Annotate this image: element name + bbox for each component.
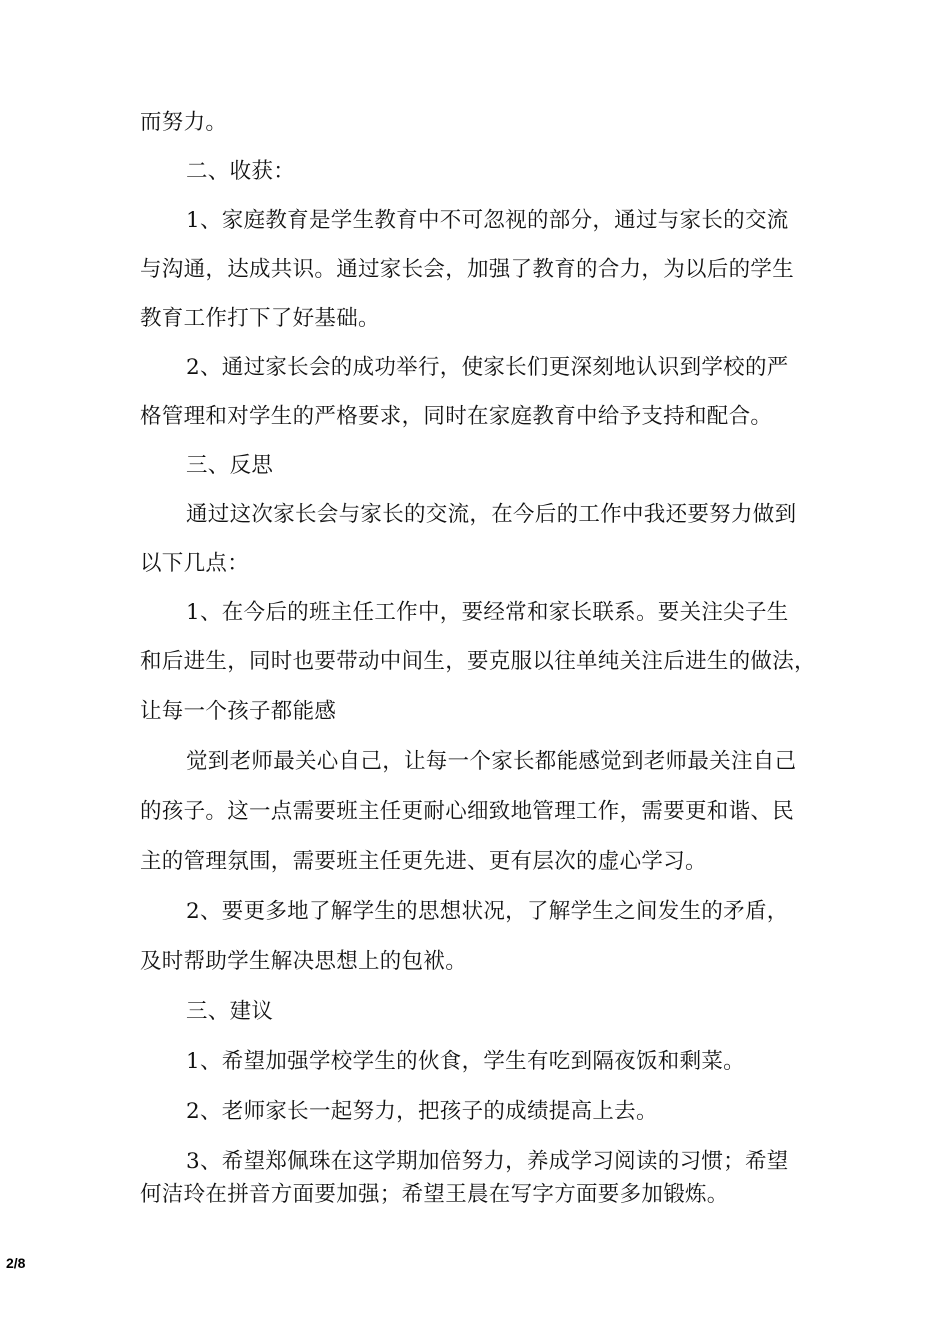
section-heading: 三、建议 — [186, 999, 274, 1024]
text-line: 何洁玲在拼音方面要加强；希望王晨在写字方面要多加锻炼。 — [140, 1182, 729, 1207]
text-line: 2、老师家长一起努力，把孩子的成绩提高上去。 — [186, 1099, 658, 1124]
text-line: 1、家庭教育是学生教育中不可忽视的部分，通过与家长的交流 — [186, 208, 789, 233]
text-line: 3、希望郑佩珠在这学期加倍努力，养成学习阅读的习惯；希望 — [186, 1149, 789, 1174]
text-line: 而努力。 — [140, 110, 228, 135]
section-heading: 三、反思 — [186, 453, 274, 478]
text-line: 的孩子。这一点需要班主任更耐心细致地管理工作，需要更和谐、民 — [140, 799, 795, 824]
text-line: 让每一个孩子都能感 — [140, 699, 337, 724]
text-line: 以下几点： — [140, 551, 250, 576]
text-line: 2、通过家长会的成功举行，使家长们更深刻地认识到学校的严 — [186, 355, 789, 380]
text-line: 1、在今后的班主任工作中，要经常和家长联系。要关注尖子生 — [186, 600, 789, 625]
section-heading: 二、收获： — [186, 159, 296, 184]
text-line: 及时帮助学生解决思想上的包袱。 — [140, 949, 468, 974]
text-line: 觉到老师最关心自己，让每一个家长都能感觉到老师最关注自己 — [186, 749, 797, 774]
text-line: 主的管理氛围，需要班主任更先进、更有层次的虚心学习。 — [140, 849, 707, 874]
page-number: 2/8 — [6, 1255, 26, 1271]
text-line: 教育工作打下了好基础。 — [140, 306, 380, 331]
text-line: 与沟通，达成共识。通过家长会，加强了教育的合力，为以后的学生 — [140, 257, 795, 282]
text-line: 1、希望加强学校学生的伙食，学生有吃到隔夜饭和剩菜。 — [186, 1049, 745, 1074]
text-line: 2、要更多地了解学生的思想状况，了解学生之间发生的矛盾， — [186, 899, 789, 924]
text-line: 格管理和对学生的严格要求，同时在家庭教育中给予支持和配合。 — [140, 404, 773, 429]
text-line: 和后进生，同时也要带动中间生，要克服以往单纯关注后进生的做法， — [140, 649, 816, 674]
text-line: 通过这次家长会与家长的交流，在今后的工作中我还要努力做到 — [186, 502, 797, 527]
